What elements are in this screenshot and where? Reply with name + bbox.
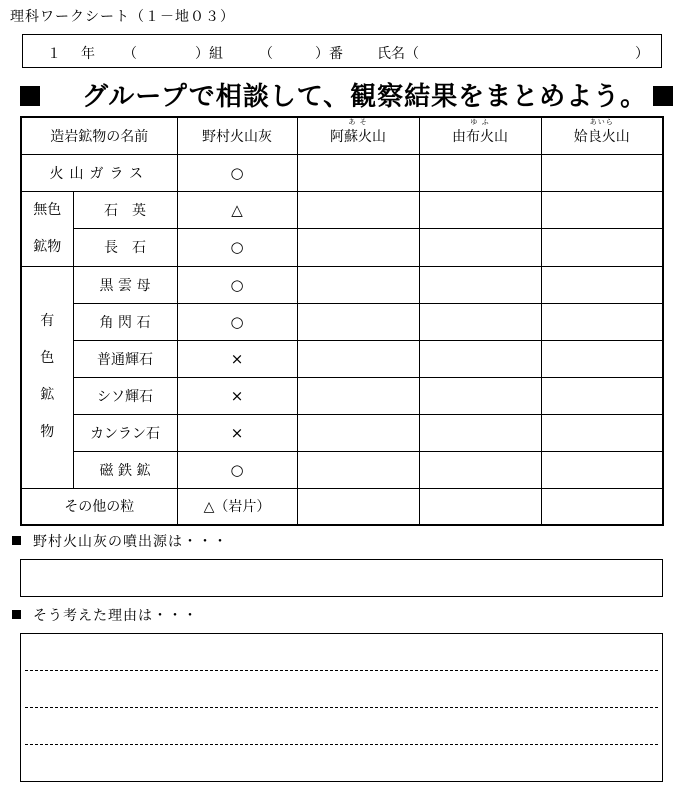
header-nomura-ash: 野村火山灰 [177,117,297,154]
dashed-line [25,670,658,671]
group-label-line: 鉱物 [33,238,62,255]
heading-text: グループで相談して、観察結果をまとめよう。 [82,82,648,112]
yufu-cell[interactable] [419,377,541,414]
name-label: 氏名（ [377,46,419,62]
aira-label: 姶良火山 [573,128,630,145]
year-number: １ [47,46,61,62]
source-answer-box[interactable] [20,559,663,597]
table-row [21,377,663,414]
dashed-line [25,707,658,708]
nomura-value: ○ [177,154,297,191]
main-heading [8,76,680,113]
nomura-value: ○ [177,266,297,303]
table-header-row [21,117,663,154]
aso-cell[interactable] [297,488,419,525]
aso-cell[interactable] [297,191,419,229]
yufu-cell[interactable] [419,303,541,340]
aso-cell[interactable] [297,377,419,414]
group-label-char: 色 [40,350,55,366]
aira-cell[interactable] [541,303,663,340]
mineral-name: 角 閃 石 [73,303,177,340]
header-aso-volcano [297,117,419,154]
header-mineral-name: 造岩鉱物の名前 [21,117,177,154]
table-row-glass [21,154,663,191]
nomura-value: △ [177,191,297,229]
aira-cell[interactable] [541,488,663,525]
table-row [21,266,663,303]
yufu-cell[interactable] [419,414,541,451]
nomura-value: ○ [177,229,297,267]
question-reason-label [12,605,198,625]
yufu-cell[interactable] [419,340,541,377]
nomura-value: ○ [177,451,297,488]
header-yufu-volcano [419,117,541,154]
mineral-name: シソ輝石 [73,377,177,414]
mineral-name: 石 英 [73,191,177,229]
mineral-name: 黒 雲 母 [73,266,177,303]
mineral-name: カンラン石 [73,414,177,451]
yufu-cell[interactable] [419,451,541,488]
group-label-char: 物 [40,424,55,440]
question-reason-text: そう考えた理由は・・・ [33,608,198,624]
table-row [21,340,663,377]
number-open-paren: （ [259,46,273,62]
mineral-name: 長 石 [73,229,177,267]
yufu-cell[interactable] [419,488,541,525]
nomura-value: △（岩片） [177,488,297,525]
number-label: ）番 [315,46,343,62]
nomura-value: × [177,377,297,414]
nomura-value: × [177,340,297,377]
aso-cell[interactable] [297,414,419,451]
colored-group-label [21,266,73,488]
aso-cell[interactable] [297,451,419,488]
table-row [21,303,663,340]
aso-label: 阿蘇火山 [330,128,386,145]
mineral-name: 磁 鉄 鉱 [73,451,177,488]
yufu-cell[interactable] [419,191,541,229]
aira-cell[interactable] [541,154,663,191]
aira-cell[interactable] [541,340,663,377]
table-row-other [21,488,663,525]
nomura-value: × [177,414,297,451]
name-close-paren: ） [635,46,649,62]
name-entry-box [22,34,662,68]
square-bullet-icon [653,86,673,106]
group-label-char: 鉱 [40,387,55,403]
aso-cell[interactable] [297,266,419,303]
aira-cell[interactable] [541,377,663,414]
square-bullet-icon [12,610,21,619]
table-row [21,229,663,267]
question-source-label [12,531,228,551]
colorless-group-label [21,191,73,266]
year-label: 年 [81,46,95,62]
nomura-value: ○ [177,303,297,340]
square-bullet-icon [12,536,21,545]
group-label-line: 無色 [33,201,62,218]
aira-ruby: あいら [589,117,614,126]
aso-ruby: あ そ [348,117,368,126]
header-aira-volcano [541,117,663,154]
class-open-paren: （ [123,46,137,62]
table-row [21,451,663,488]
yufu-label: 由布火山 [452,128,508,145]
yufu-cell[interactable] [419,154,541,191]
aira-cell[interactable] [541,191,663,229]
yufu-ruby: ゆ ふ [470,117,490,126]
group-label-char: 有 [40,313,55,329]
table-row [21,191,663,229]
aso-cell[interactable] [297,303,419,340]
yufu-cell[interactable] [419,229,541,267]
table-row [21,414,663,451]
square-bullet-icon [20,86,40,106]
class-label: ）組 [195,46,223,62]
mineral-name: その他の粒 [21,488,177,525]
dashed-line [25,744,658,745]
sheet-title: 理科ワークシート（１－地０３） [10,9,235,25]
aso-cell[interactable] [297,154,419,191]
aso-cell[interactable] [297,340,419,377]
aira-cell[interactable] [541,266,663,303]
aira-cell[interactable] [541,414,663,451]
question-source-text: 野村火山灰の噴出源は・・・ [33,534,228,550]
yufu-cell[interactable] [419,266,541,303]
reason-answer-box[interactable] [20,633,663,782]
aira-cell[interactable] [541,229,663,267]
aira-cell[interactable] [541,451,663,488]
mineral-name: 火山ガラス [21,154,177,191]
observation-table [20,116,664,526]
mineral-name: 普通輝石 [73,340,177,377]
aso-cell[interactable] [297,229,419,267]
